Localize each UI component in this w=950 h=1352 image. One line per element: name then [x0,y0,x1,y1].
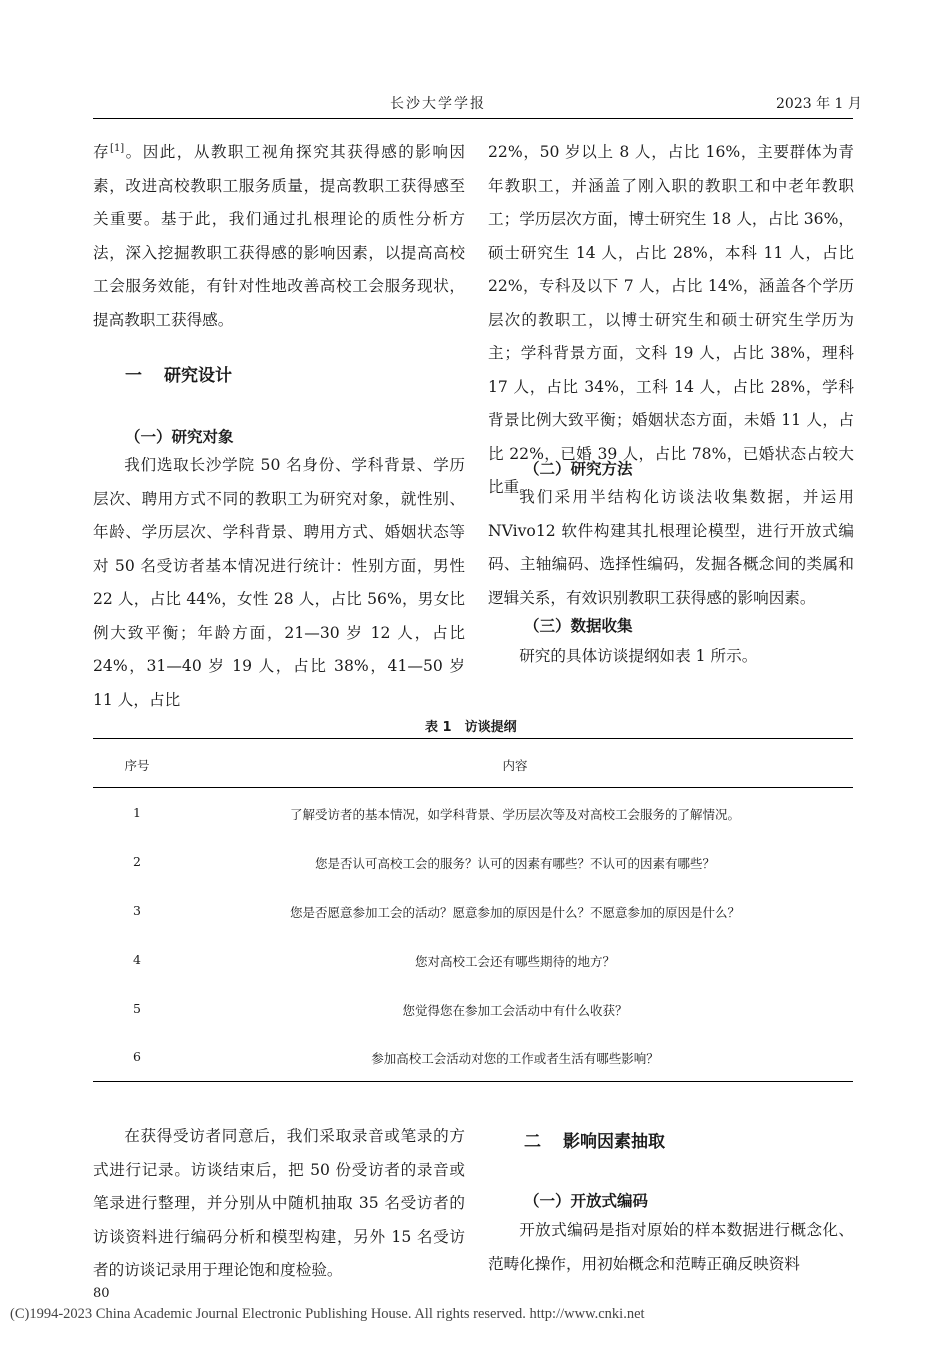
header-rule [93,118,853,119]
collection-paragraph: 研究的具体访谈提纲如表 1 所示。 [519,647,758,665]
section-2-title: 影响因素抽取 [563,1132,665,1152]
right-column-method [488,481,854,615]
right-column-collection [488,640,854,674]
table-header-no: 序号 [124,758,150,773]
row-content: 您是否愿意参加工会的活动？愿意参加的原因是什么？不愿意参加的原因是什么？ [289,905,740,920]
citation-ref[interactable]: [1] [110,142,125,154]
table-top-rule [93,738,853,739]
table-header-content: 内容 [502,758,528,773]
subheading-research-method: （二）研究方法 [524,460,633,478]
section-2-number: 二 [524,1132,541,1152]
left-column-top [93,136,465,337]
table-header-rule [93,787,853,788]
subheading-data-collection: （三）数据收集 [524,617,633,635]
row-number: 3 [133,903,141,918]
left-column-mid [93,449,465,717]
row-number: 2 [133,854,141,869]
intro-rest: 。因此，从教职工视角探究其获得感的影响因素，改进高校教职工服务质量，提高教职工获得感至关重要。基于此，我们通过扎根理论的质性分析方法，深入挖掘教职工获得感的影响因素，以提高高校工会服务效能，有针对性地改善高校工会服务现状，提高教职工获得感。 [93,143,465,329]
research-object-paragraph: 我们选取长沙学院 50 名身份、学科背景、学历层次、聘用方式不同的教职工为研究对象，就性别、年龄、学历层次、学科背景、聘用方式、婚姻状态等对 50 名受访者基本情况进行统计：性别方面，男性 22 人，占比 44%，女性 28 人，占比 56%，男女比例大致平衡；年龄方面，21—30 岁 12 人，占比 24%，31—40 岁 19 人，占比 38%，41—50 岁 11 人，占比 [93,456,465,709]
row-number: 5 [133,1001,141,1016]
section-1-number: 一 [125,366,142,386]
recording-paragraph: 在获得受访者同意后，我们采取录音或笔录的方式进行记录。访谈结束后，把 50 份受访者的录音或笔录进行整理，并分别从中随机抽取 35 名受访者的访谈资料进行编码分析和模型构建，另外 15 名受访者的访谈记录用于理论饱和度检验。 [93,1127,465,1279]
row-content: 您对高校工会还有哪些期待的地方？ [414,954,615,969]
intro-paragraph [93,136,465,337]
open-coding-paragraph: 开放式编码是指对原始的样本数据进行概念化、范畴化操作，用初始概念和范畴正确反映资料 [488,1221,854,1273]
stats-paragraph: 22%，50 岁以上 8 人，占比 16%，主要群体为青年教职工，并涵盖了刚入职的教职工和中老年教职工；学历层次方面，博士研究生 18 人，占比 36%，硕士研究生 14 人，占比 28%，本科 11 人，占比 22%，专科及以下 7 人，占比 14%，涵盖各个学历层次的教职工，以博士研究生和硕士研究生学历为主；学科背景方面，文科 19 人，占比 38%，理科 17 人，占比 34%，工科 14 人，占比 28%，学科背景比例大致平衡；婚姻状态方面，未婚 11 人，占比 22%，已婚 39 人，占比 78%，已婚状态占较大比重。 [488,143,854,496]
row-content: 了解受访者的基本情况，如学科背景、学历层次等及对高校工会服务的了解情况。 [289,807,740,822]
right-column-top [488,136,854,505]
row-content: 您是否认可高校工会的服务？认可的因素有哪些？不认可的因素有哪些？ [314,856,715,871]
row-content: 您觉得您在参加工会活动中有什么收获？ [402,1003,628,1018]
copyright-footer: (C)1994-2023 China Academic Journal Electronic Publishing House. All rights reserved. http://www.cnki.net [10,1306,645,1322]
row-content: 参加高校工会活动对您的工作或者生活有哪些影响？ [371,1051,659,1066]
page-number: 80 [93,1286,110,1301]
section-1-title: 研究设计 [164,366,232,386]
intro-start: 存 [93,143,111,161]
row-number: 4 [133,952,141,967]
table-caption: 表 1 访谈提纲 [425,720,517,735]
right-column-bottom [488,1214,854,1281]
subheading-research-object: （一）研究对象 [125,428,234,446]
subheading-open-coding: （一）开放式编码 [524,1192,649,1210]
section-heading-2 [524,1127,665,1152]
table-bottom-rule [93,1081,853,1082]
journal-title: 长沙大学学报 [390,96,486,112]
section-heading-1 [125,361,232,386]
row-number: 6 [133,1049,141,1064]
issue-date: 2023 年 1 月 [776,96,862,112]
method-paragraph: 我们采用半结构化访谈法收集数据，并运用 NVivo12 软件构建其扎根理论模型，进行开放式编码、主轴编码、选择性编码，发掘各概念间的类属和逻辑关系，有效识别教职工获得感的影响因素。 [488,488,854,607]
left-column-bottom [93,1120,465,1288]
row-number: 1 [133,805,141,820]
